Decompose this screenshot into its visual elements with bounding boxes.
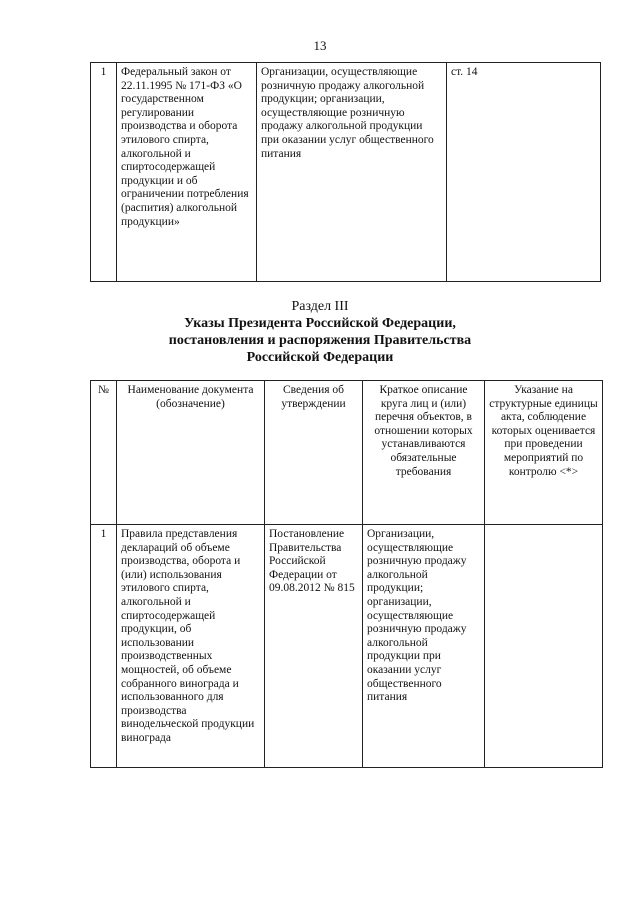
- structural-units-cell: [485, 525, 603, 768]
- requirements-table-federal-laws: [90, 62, 601, 282]
- header-approval: Сведения об утверждении: [265, 381, 363, 525]
- structural-units-cell: ст. 14: [447, 63, 601, 282]
- section-title-line-2: постановления и распоряжения Правительства: [168, 333, 472, 348]
- page-number: 13: [313, 38, 327, 53]
- table-row: [91, 63, 601, 282]
- section-heading: [0, 298, 640, 366]
- section-title-line-1: Указы Президента Российской Федерации,: [184, 316, 456, 331]
- header-structural-units: Указание на структурные единицы акта, соблюдение которых оценивается при проведении мероприятий по контролю <*>: [485, 381, 603, 525]
- approval-cell: Постановление Правительства Российской Федерации от 09.08.2012 № 815: [265, 525, 363, 768]
- section-label: Раздел III: [291, 299, 349, 314]
- header-document-name: Наименование документа (обозначение): [117, 381, 265, 525]
- document-name-cell: Федеральный закон от 22.11.1995 № 171-ФЗ «О государственном регулировании производства и оборота этилового спирта, алкогольной и спиртосодержащей продукции и об ограничении потребления (распития) алкогольной продукции»: [117, 63, 257, 282]
- section-title-line-3: Российской Федерации: [246, 350, 394, 365]
- row-number: 1: [91, 525, 117, 768]
- description-cell: Организации, осуществляющие розничную продажу алкогольной продукции; организации, осуществляющие розничную продажу алкогольной продукции при оказании услуг общественного питания: [363, 525, 485, 768]
- persons-cell: Организации, осуществляющие розничную продажу алкогольной продукции; организации, осуществляющие розничную продажу алкогольной продукции при оказании услуг общественного питания: [257, 63, 447, 282]
- document-name-cell: Правила представления деклараций об объеме производства, оборота и (или) использования этилового спирта, алкогольной и спиртосодержащей продукции, об использовании производственных мощностей, об объеме собранного винограда и использованного для производства винодельческой продукции винограда: [117, 525, 265, 768]
- row-number: 1: [91, 63, 117, 282]
- table-row: [91, 525, 603, 768]
- requirements-table-decrees: [90, 380, 603, 768]
- header-number: №: [91, 381, 117, 525]
- header-description: Краткое описание круга лиц и (или) перечня объектов, в отношении которых устанавливаются обязательные требования: [363, 381, 485, 525]
- table-header-row: [91, 381, 603, 525]
